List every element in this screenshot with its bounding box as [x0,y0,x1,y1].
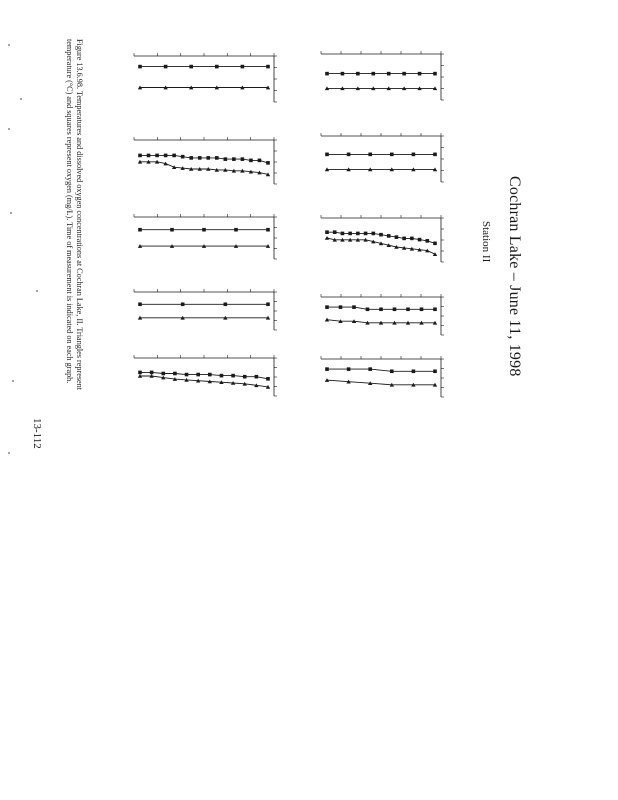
oxygen-point [198,156,202,160]
oxygen-point [255,375,259,379]
profile-panel-8 [120,203,290,273]
oxygen-point [266,161,270,165]
oxygen-point [341,232,345,236]
oxygen-point [347,367,351,371]
oxygen-point [241,157,245,161]
oxygen-point [406,307,410,311]
oxygen-point [433,307,437,311]
oxygen-point [402,237,406,241]
oxygen-point [206,156,210,160]
caption-line-1: Figure 13.6.98. Temperatures and dissolved oxygen concentrations at Cochran Lake, Il. Triangles represent [75,39,84,391]
oxygen-point [433,153,437,157]
temperature-line [140,376,268,387]
oxygen-point [393,307,397,311]
temperature-line [327,380,435,385]
figure-caption [64,39,84,391]
caption-line-2: temperature (°C) and squares represent oxygen (mg/L). Time of measurement is indicated on each graph. [65,39,74,384]
oxygen-point [138,302,142,306]
oxygen-point [138,371,142,375]
oxygen-point [333,230,337,234]
oxygen-point [379,307,383,311]
oxygen-line [140,155,268,163]
page-number: 13-112 [31,418,43,449]
oxygen-point [231,374,235,378]
oxygen-point [196,373,200,377]
oxygen-point [418,72,422,76]
oxygen-point [339,305,343,309]
oxygen-point [402,72,406,76]
oxygen-point [433,369,437,373]
oxygen-point [224,157,228,161]
oxygen-point [170,228,174,232]
oxygen-point [220,374,224,378]
oxygen-point [352,305,356,309]
oxygen-point [181,155,185,159]
oxygen-point [420,307,424,311]
oxygen-point [341,72,345,76]
oxygen-point [164,154,168,158]
oxygen-point [325,367,329,371]
oxygen-point [232,157,236,161]
oxygen-point [325,305,329,309]
oxygen-point [395,235,399,239]
page-title: Cochran Lake – June 11, 1998 [506,176,523,377]
oxygen-point [215,65,219,69]
profile-panel-1 [307,40,457,114]
oxygen-point [425,239,429,243]
oxygen-point [366,307,370,311]
oxygen-point [241,65,245,69]
oxygen-point [249,159,253,163]
temperature-point [433,252,437,256]
oxygen-point [243,375,247,379]
oxygen-point [368,367,372,371]
profile-panel-3 [307,204,457,276]
profile-panel-2 [307,122,457,196]
oxygen-point [189,156,193,160]
oxygen-point [364,232,368,236]
oxygen-point [185,373,189,377]
oxygen-point [371,72,375,76]
oxygen-point [215,156,219,160]
oxygen-point [147,154,151,158]
oxygen-point [325,72,329,76]
oxygen-point [138,65,142,69]
profile-panel-7 [120,126,290,198]
oxygen-point [356,232,360,236]
oxygen-point [150,371,154,375]
oxygen-point [138,154,142,158]
oxygen-point [258,159,262,163]
oxygen-point [189,65,193,69]
oxygen-point [412,369,416,373]
oxygen-point [164,65,168,69]
oxygen-point [347,153,351,157]
oxygen-point [325,153,329,157]
oxygen-point [155,154,159,158]
oxygen-point [138,228,142,232]
profile-panel-10 [120,344,290,410]
oxygen-point [266,302,270,306]
oxygen-point [412,153,416,157]
oxygen-point [379,233,383,237]
profile-panel-6 [120,42,290,116]
oxygen-point [418,238,422,242]
profile-panel-4 [307,283,457,349]
oxygen-point [202,228,206,232]
oxygen-line [327,369,435,371]
oxygen-point [368,153,372,157]
oxygen-point [410,237,414,241]
oxygen-point [348,232,352,236]
oxygen-point [371,232,375,236]
oxygen-point [387,234,391,238]
oxygen-line [140,372,268,378]
oxygen-point [234,228,238,232]
oxygen-point [173,372,177,376]
oxygen-point [172,154,176,158]
profile-panel-9 [120,278,290,344]
station-label: Station II [480,221,492,263]
temperature-line [140,162,268,175]
oxygen-point [208,373,212,377]
oxygen-point [390,153,394,157]
oxygen-point [356,72,360,76]
oxygen-point [161,372,165,376]
oxygen-point [433,72,437,76]
oxygen-point [266,65,270,69]
oxygen-point [387,72,391,76]
oxygen-point [266,377,270,381]
oxygen-point [433,242,437,246]
oxygen-point [266,228,270,232]
oxygen-point [181,302,185,306]
oxygen-point [325,230,329,234]
oxygen-point [390,369,394,373]
oxygen-point [224,302,228,306]
profile-panel-5 [307,345,457,411]
